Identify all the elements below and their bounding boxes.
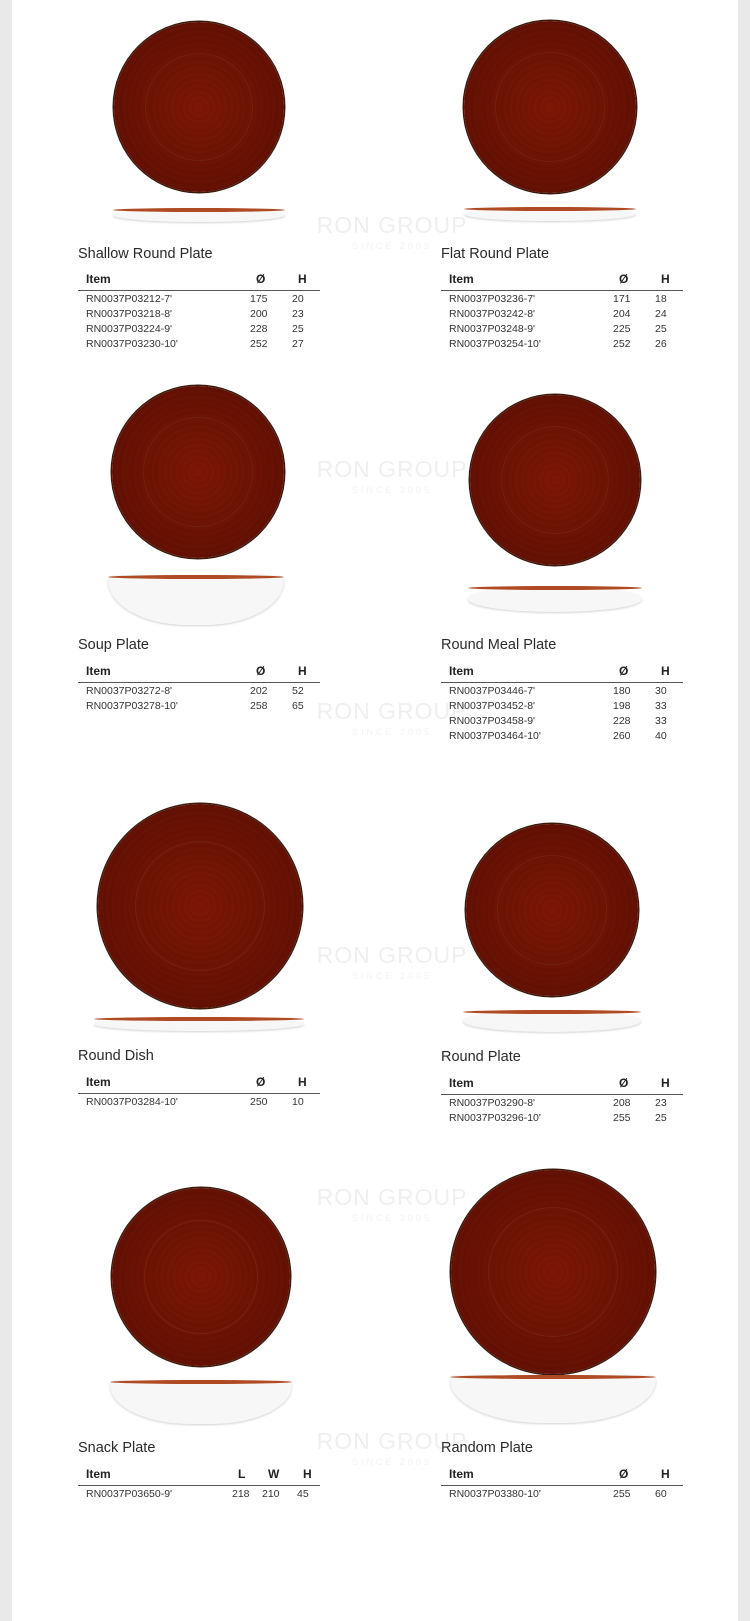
watermark: RON GROUP SINCE 2005 [316,1428,468,1467]
column-header: Item [86,272,111,286]
item-code: RN0037P03452-8' [449,700,536,712]
column-header: Ø [256,664,266,678]
dimension-value: 65 [292,700,304,712]
item-code: RN0037P03284-10' [86,1096,178,1108]
item-code: RN0037P03650-9' [86,1488,173,1500]
column-header: Item [86,664,111,678]
product-title: Round Meal Plate [441,637,557,653]
dimension-value: 40 [655,730,667,742]
item-code: RN0037P03464-10' [449,730,541,742]
dimension-value: 228 [250,323,268,335]
column-header: Ø [256,272,266,286]
catalog-page [12,0,738,1621]
dimension-value: 252 [613,338,631,350]
dimension-value: 24 [655,308,667,320]
dimension-value: 258 [250,700,268,712]
table-row [78,1486,320,1501]
dimension-value: 255 [613,1488,631,1500]
plate-rim [110,1380,292,1384]
spec-table [441,1467,683,1501]
dimension-value: 252 [250,338,268,350]
column-header: Ø [256,1075,266,1089]
watermark: RON GROUP SINCE 2005 [316,456,468,495]
dimension-value: 25 [655,323,667,335]
dimension-value: 255 [613,1112,631,1124]
item-code: RN0037P03458-9' [449,715,536,727]
dimension-value: 52 [292,685,304,697]
product-title: Soup Plate [78,637,149,653]
item-code: RN0037P03272-8' [86,685,173,697]
item-code: RN0037P03296-10' [449,1112,541,1124]
column-header: Ø [619,1076,629,1090]
plate-side-view-image [110,1380,292,1424]
watermark: RON GROUP SINCE 2005 [316,942,468,981]
dimension-value: 23 [655,1097,667,1109]
dimension-value: 60 [655,1488,667,1500]
column-header: H [661,1467,670,1481]
column-header: L [238,1467,246,1481]
dimension-value: 33 [655,715,667,727]
item-code: RN0037P03242-8' [449,308,536,320]
column-header: Item [86,1075,111,1089]
item-code: RN0037P03212-7' [86,293,173,305]
column-header: Item [86,1467,111,1481]
watermark: RON GROUP SINCE 2005 [316,212,468,251]
dimension-value: 23 [292,308,304,320]
column-header: Item [449,1467,474,1481]
spec-table [78,1467,320,1501]
product-title: Round Dish [78,1048,154,1064]
dimension-value: 218 [232,1488,250,1500]
dimension-value: 33 [655,700,667,712]
item-code: RN0037P03224-9' [86,323,173,335]
dimension-value: 30 [655,685,667,697]
product-card [12,0,375,1621]
item-code: RN0037P03446-7' [449,685,536,697]
dimension-value: 27 [292,338,304,350]
dimension-value: 210 [262,1488,280,1500]
column-header: W [268,1467,280,1481]
dimension-value: 228 [613,715,631,727]
item-code: RN0037P03278-10' [86,700,178,712]
column-header: H [303,1467,312,1481]
item-code: RN0037P03218-8' [86,308,173,320]
item-code: RN0037P03290-8' [449,1097,536,1109]
plate-top-view-image [112,1188,290,1366]
table-row [441,1486,683,1501]
dimension-value: 204 [613,308,631,320]
product-title: Flat Round Plate [441,246,550,262]
plate-top-view-image [451,1170,655,1374]
plate-side-view-image [450,1375,656,1423]
column-header: Item [449,1076,474,1090]
column-header: Ø [619,664,629,678]
column-header: H [298,272,307,286]
spec-table-header [78,1467,320,1486]
item-code: RN0037P03254-10' [449,338,541,350]
column-header: Item [449,664,474,678]
product-card [375,0,738,1621]
product-title: Shallow Round Plate [78,246,213,262]
dimension-value: 171 [613,293,631,305]
watermark: RON GROUP SINCE 2005 [316,1184,468,1223]
dimension-value: 250 [250,1096,268,1108]
column-header: H [298,1075,307,1089]
dimension-value: 20 [292,293,304,305]
dimension-value: 10 [292,1096,304,1108]
dimension-value: 180 [613,685,631,697]
dimension-value: 18 [655,293,667,305]
dimension-value: 26 [655,338,667,350]
dimension-value: 202 [250,685,268,697]
column-header: Ø [619,1467,629,1481]
product-title: Snack Plate [78,1440,156,1456]
dimension-value: 175 [250,293,268,305]
dimension-value: 25 [292,323,304,335]
column-header: Ø [619,272,629,286]
item-code: RN0037P03248-9' [449,323,536,335]
product-title: Random Plate [441,1440,533,1456]
item-code: RN0037P03236-7' [449,293,536,305]
dimension-value: 45 [297,1488,309,1500]
item-code: RN0037P03230-10' [86,338,178,350]
dimension-value: 198 [613,700,631,712]
column-header: H [661,272,670,286]
dimension-value: 200 [250,308,268,320]
dimension-value: 25 [655,1112,667,1124]
dimension-value: 260 [613,730,631,742]
spec-table-header [441,1467,683,1486]
plate-rim [450,1375,656,1379]
product-title: Round Plate [441,1049,521,1065]
column-header: H [661,1076,670,1090]
column-header: H [661,664,670,678]
dimension-value: 225 [613,323,631,335]
watermark: RON GROUP SINCE 2005 [316,698,468,737]
dimension-value: 208 [613,1097,631,1109]
item-code: RN0037P03380-10' [449,1488,541,1500]
column-header: Item [449,272,474,286]
column-header: H [298,664,307,678]
